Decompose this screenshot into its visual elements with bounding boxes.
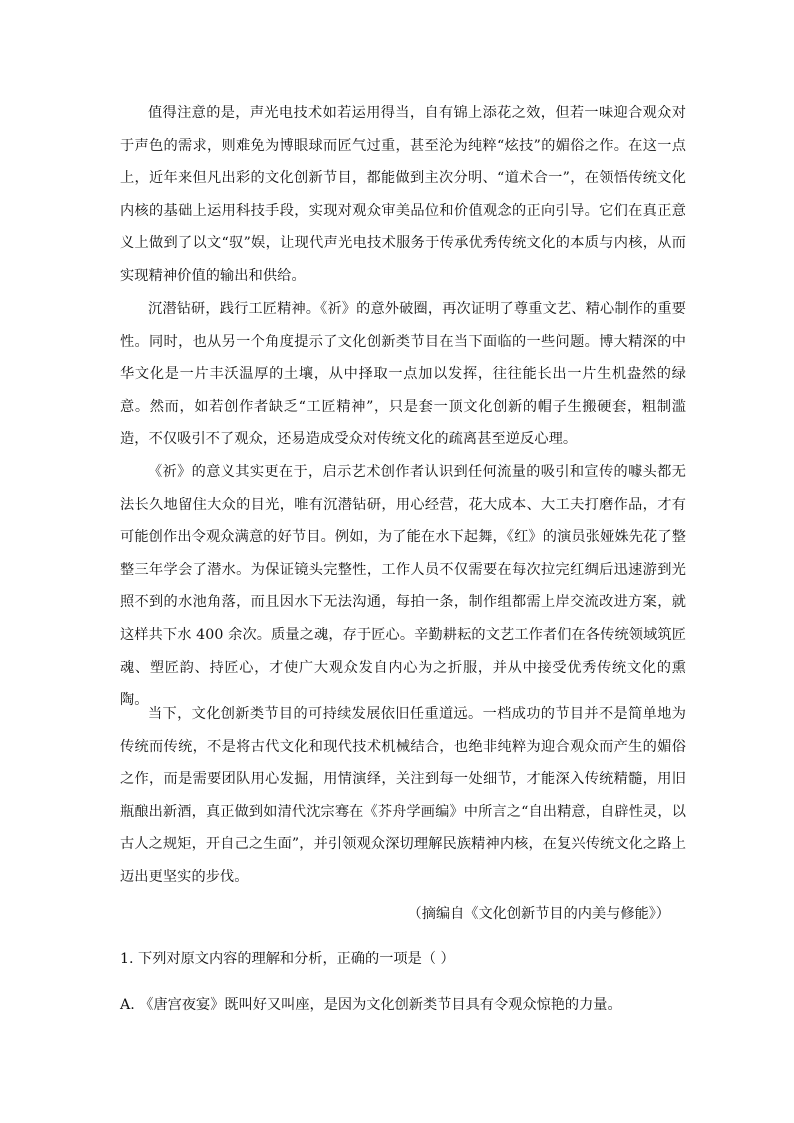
option-a: A. 《唐宫夜宴》既叫好又叫座，是因为文化创新类节目具有令观众惊艳的力量。 bbox=[120, 997, 622, 1013]
paragraph-2: 沉潜钻研，践行工匠精神。《祈》的意外破圈，再次证明了尊重文艺、精心制作的重要性。同时，也从另一个角度提示了文化创新类节目在当下面临的一些问题。博大精深的中华文化是一片丰沃温厚的土壤，从中择取一点加以发挥，往往能长出一片生机盎然的绿意。然而，如若创作者缺乏“工匠精神”，只是套一顶文化创新的帽子生搬硬套，粗制滥造，不仅吸引不了观众，还易造成受众对传统文化的疏离甚至逆反心理。 bbox=[120, 301, 686, 448]
paragraph-1: 值得注意的是，声光电技术如若运用得当，自有锦上添花之效，但若一味迎合观众对于声色的需求，则难免为博眼球而匠气过重，甚至沦为纯粹“炫技”的媚俗之作。在这一点上，近年来但凡出彩的文化创新节目，都能做到主次分明、“道术合一”，在领悟传统文化内核的基础上运用科技手段，实现对观众审美品位和价值观念的正向引导。它们在真正意义上做到了以文“驭”娱，让现代声光电技术服务于传承优秀传统文化的本质与内核，从而实现精神价值的输出和供给。 bbox=[120, 105, 686, 284]
paragraph-4: 当下，文化创新类节目的可持续发展依旧任重道远。一档成功的节目并不是简单地为传统而传统，不是将古代文化和现代技术机械结合，也绝非纯粹为迎合观众而产生的媚俗之作，而是需要团队用心发掘，用情演绎，关注到每一处细节，才能深入传统精髓，用旧瓶酿出新酒，真正做到如清代沈宗骞在《芥舟学画编》中所言之“自出精意，自辟性灵，以古人之规矩，开自己之生面”，并引领观众深切理解民族精神内核，在复兴传统文化之路上迈出更坚实的步伐。 bbox=[120, 706, 686, 885]
question-stem: 1. 下列对原文内容的理解和分析，正确的一项是（ ） bbox=[120, 951, 455, 967]
paragraph-3: 《祈》的意义其实更在于，启示艺术创作者认识到任何流量的吸引和宣传的噱头都无法长久地留住大众的目光，唯有沉潜钻研，用心经营，花大成本、大工夫打磨作品，才有可能创作出令观众满意的好节目。例如，为了能在水下起舞，《红》的演员张娅姝先花了整整三年学会了潜水。为保证镜头完整性，工作人员不仅需要在每次拉完红绸后迅速游到光照不到的水池角落，而且因水下无法沟通，每拍一条，制作组都需上岸交流改进方案，就这样共下水 400 余次。质量之魂，存于匠心。辛勤耕耘的文艺工作者们在各传统领域筑匠魂、塑匠韵、持匠心，才使广大观众发自内心为之折服，并从中接受优秀传统文化的熏陶。 bbox=[120, 464, 686, 709]
source-citation: （摘编自《文化创新节目的内美与修能》） bbox=[407, 906, 670, 922]
